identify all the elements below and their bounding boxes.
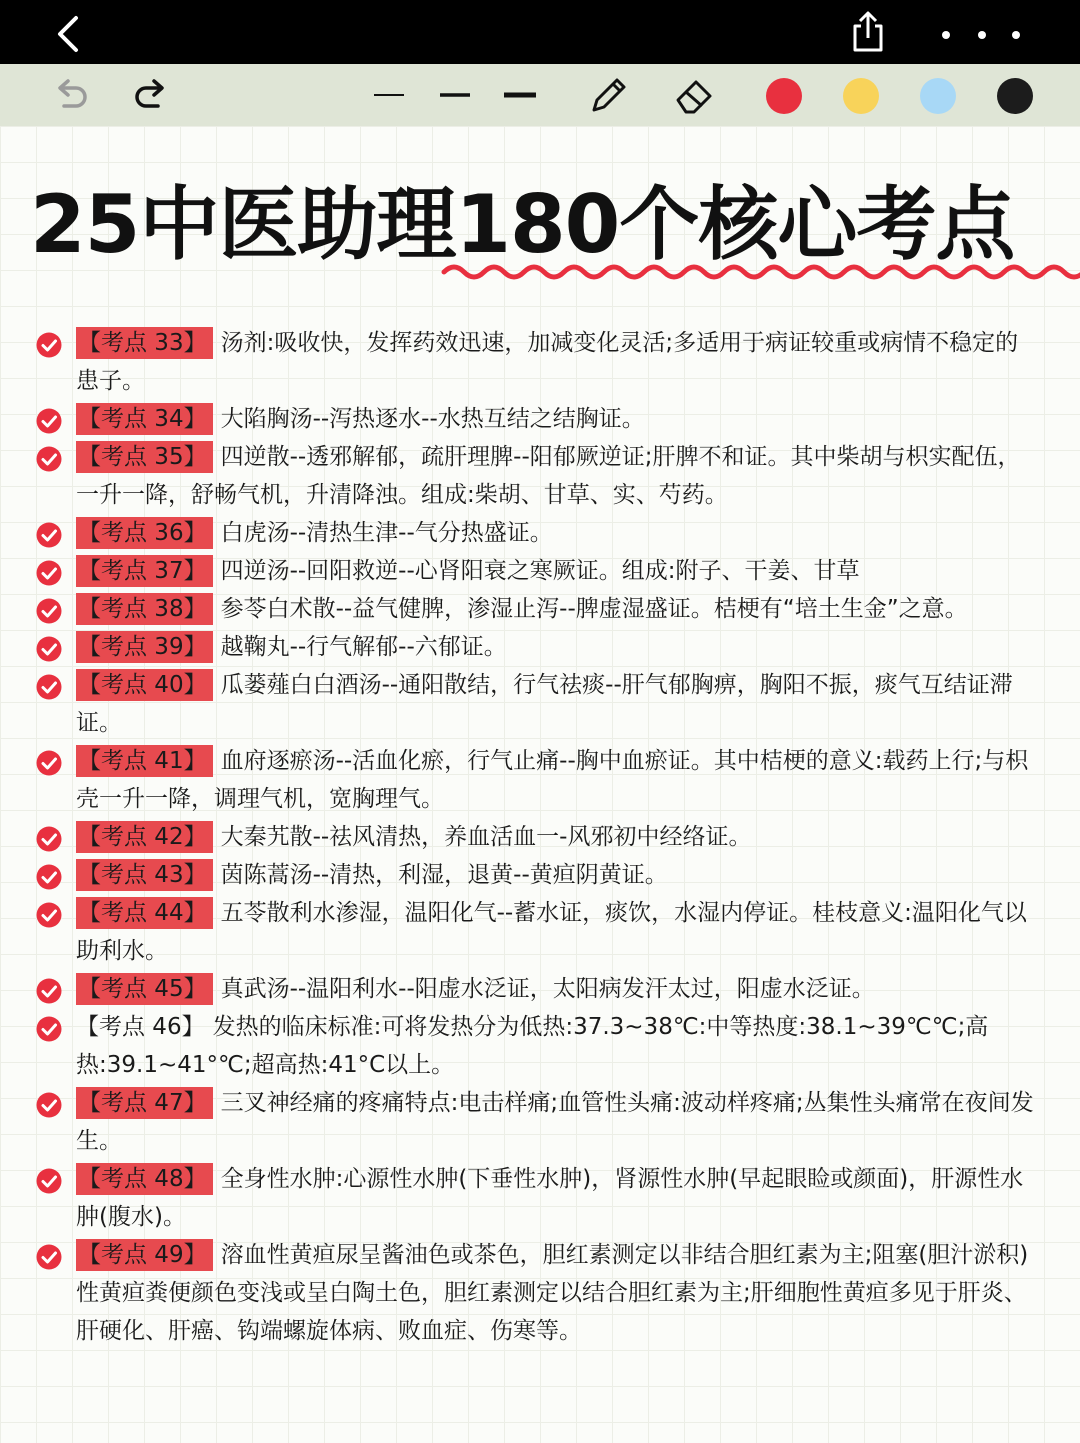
drawing-toolbar (0, 64, 1080, 126)
list-item-text (76, 514, 1040, 552)
list-item (0, 666, 1080, 742)
check-circle-icon (36, 446, 62, 472)
list-item (0, 1236, 1080, 1350)
point-body: 大陷胸汤--泻热逐水--水热互结之结胸证。 (220, 406, 645, 432)
point-tag: 【考点 46】 (76, 1014, 205, 1040)
point-body: 全身性水肿:心源性水肿(下垂性水肿)，肾源性水肿(早起眼睑或颜面)，肝源性水肿(腹水)。 (76, 1166, 1024, 1230)
list-item-text (76, 628, 1040, 666)
list-item (0, 1160, 1080, 1236)
redo-icon[interactable] (130, 74, 172, 116)
check-circle-icon (36, 636, 62, 662)
point-body: 四逆汤--回阳救逆--心肾阳衰之寒厥证。组成:附子、干姜、甘草 (220, 558, 860, 584)
thick-line-icon[interactable] (502, 74, 538, 116)
list-item-text (76, 970, 1040, 1008)
title-underline-decoration (440, 258, 1080, 284)
point-tag: 【考点 43】 (76, 859, 213, 891)
point-body: 血府逐瘀汤--活血化瘀，行气止痛--胸中血瘀证。其中桔梗的意义:载药上行;与枳壳一升一降，调理气机，宽胸理气。 (76, 748, 1029, 812)
list-item-text (76, 1236, 1040, 1350)
point-tag: 【考点 41】 (76, 745, 213, 777)
point-tag: 【考点 42】 (76, 821, 213, 853)
point-body: 五苓散利水渗湿，温阳化气--蓄水证，痰饮，水湿内停证。桂枝意义:温阳化气以助利水。 (76, 900, 1027, 964)
list-item-text (76, 856, 1040, 894)
list-item-text (76, 666, 1040, 742)
point-body: 瓜蒌薤白白酒汤--通阳散结，行气祛痰--肝气郁胸痹，胸阳不振，痰气互结证滞证。 (76, 672, 1013, 736)
point-body: 发热的临床标准:可将发热分为低热:37.3~38℃:中等热度:38.1~39℃℃;高热:39.1~41°℃;超高热:41°C以上。 (76, 1014, 989, 1078)
list-item (0, 438, 1080, 514)
page-title: 25中医助理180个核心考点 (30, 178, 1015, 271)
top-bar (0, 0, 1080, 64)
point-tag: 【考点 49】 (76, 1239, 213, 1271)
check-circle-icon (36, 978, 62, 1004)
list-item (0, 552, 1080, 590)
list-item-text (76, 742, 1040, 818)
check-circle-icon (36, 864, 62, 890)
point-tag: 【考点 37】 (76, 555, 213, 587)
point-body: 大秦艽散--祛风清热，养血活血一-风邪初中经络证。 (220, 824, 752, 850)
list-item-text (76, 1084, 1040, 1160)
color-black-swatch[interactable] (997, 78, 1033, 114)
key-points-list (0, 324, 1080, 1350)
point-body: 四逆散--透邪解郁，疏肝理脾--阳郁厥逆证;肝脾不和证。其中柴胡与枳实配伍，一升一降，舒畅气机，升清降浊。组成:柴胡、甘草、实、芍药。 (76, 444, 1021, 508)
point-body: 茵陈蒿汤--清热，利湿，退黄--黄疸阴黄证。 (220, 862, 668, 888)
list-item-text (76, 818, 1040, 856)
point-tag: 【考点 36】 (76, 517, 213, 549)
check-circle-icon (36, 750, 62, 776)
medium-line-icon[interactable] (438, 74, 472, 116)
list-item (0, 514, 1080, 552)
thin-line-icon[interactable] (372, 74, 406, 116)
color-red-swatch[interactable] (766, 78, 802, 114)
list-item-text (76, 324, 1040, 400)
more-dots-icon[interactable] (938, 22, 1028, 48)
undo-icon[interactable] (50, 74, 92, 116)
list-item (0, 590, 1080, 628)
check-circle-icon (36, 902, 62, 928)
check-circle-icon (36, 1244, 62, 1270)
check-circle-icon (36, 522, 62, 548)
pen-icon[interactable] (586, 74, 630, 116)
point-tag: 【考点 34】 (76, 403, 213, 435)
color-yellow-swatch[interactable] (843, 78, 879, 114)
check-circle-icon (36, 598, 62, 624)
list-item (0, 856, 1080, 894)
point-tag: 【考点 44】 (76, 897, 213, 929)
point-tag: 【考点 39】 (76, 631, 213, 663)
list-item-text (76, 438, 1040, 514)
check-circle-icon (36, 560, 62, 586)
list-item-text (76, 1008, 1040, 1084)
point-body: 汤剂:吸收快，发挥药效迅速，加减变化灵活;多适用于病证较重或病情不稳定的患子。 (76, 330, 1019, 394)
point-tag: 【考点 48】 (76, 1163, 213, 1195)
list-item (0, 894, 1080, 970)
check-circle-icon (36, 1092, 62, 1118)
list-item-text (76, 552, 1040, 590)
list-item-text (76, 1160, 1040, 1236)
list-item (0, 970, 1080, 1008)
check-circle-icon (36, 674, 62, 700)
check-circle-icon (36, 332, 62, 358)
chevron-left-icon[interactable] (48, 14, 88, 54)
list-item (0, 1084, 1080, 1160)
list-item-text (76, 400, 1040, 438)
check-circle-icon (36, 826, 62, 852)
list-item (0, 628, 1080, 666)
point-body: 真武汤--温阳利水--阳虚水泛证，太阳病发汗太过，阳虚水泛证。 (220, 976, 875, 1002)
point-body: 白虎汤--清热生津--气分热盛证。 (220, 520, 553, 546)
point-body: 参苓白术散--益气健脾，渗湿止泻--脾虚湿盛证。桔梗有“培土生金”之意。 (220, 596, 968, 622)
point-tag: 【考点 38】 (76, 593, 213, 625)
list-item (0, 324, 1080, 400)
point-body: 溶血性黄疸尿呈酱油色或茶色，胆红素测定以非结合胆红素为主;阻塞(胆汁淤积)性黄疸粪便颜色变浅或呈白陶土色，胆红素测定以结合胆红素为主;肝细胞性黄疸多见于肝炎、肝硬化、肝癌、钩端螺旋体病、败血症、伤寒等。 (76, 1242, 1029, 1344)
point-body: 越鞠丸--行气解郁--六郁证。 (220, 634, 507, 660)
point-tag: 【考点 45】 (76, 973, 213, 1005)
point-tag: 【考点 40】 (76, 669, 213, 701)
point-body: 三叉神经痛的疼痛特点:电击样痛;血管性头痛:波动样疼痛;丛集性头痛常在夜间发生。 (76, 1090, 1034, 1154)
check-circle-icon (36, 1168, 62, 1194)
share-icon[interactable] (846, 10, 890, 54)
color-blue-swatch[interactable] (920, 78, 956, 114)
point-tag: 【考点 35】 (76, 441, 213, 473)
list-item (0, 400, 1080, 438)
point-tag: 【考点 47】 (76, 1087, 213, 1119)
check-circle-icon (36, 408, 62, 434)
list-item (0, 1008, 1080, 1084)
eraser-icon[interactable] (672, 74, 716, 116)
list-item (0, 818, 1080, 856)
list-item (0, 742, 1080, 818)
list-item-text (76, 894, 1040, 970)
check-circle-icon (36, 1016, 62, 1042)
list-item-text (76, 590, 1040, 628)
point-tag: 【考点 33】 (76, 327, 213, 359)
